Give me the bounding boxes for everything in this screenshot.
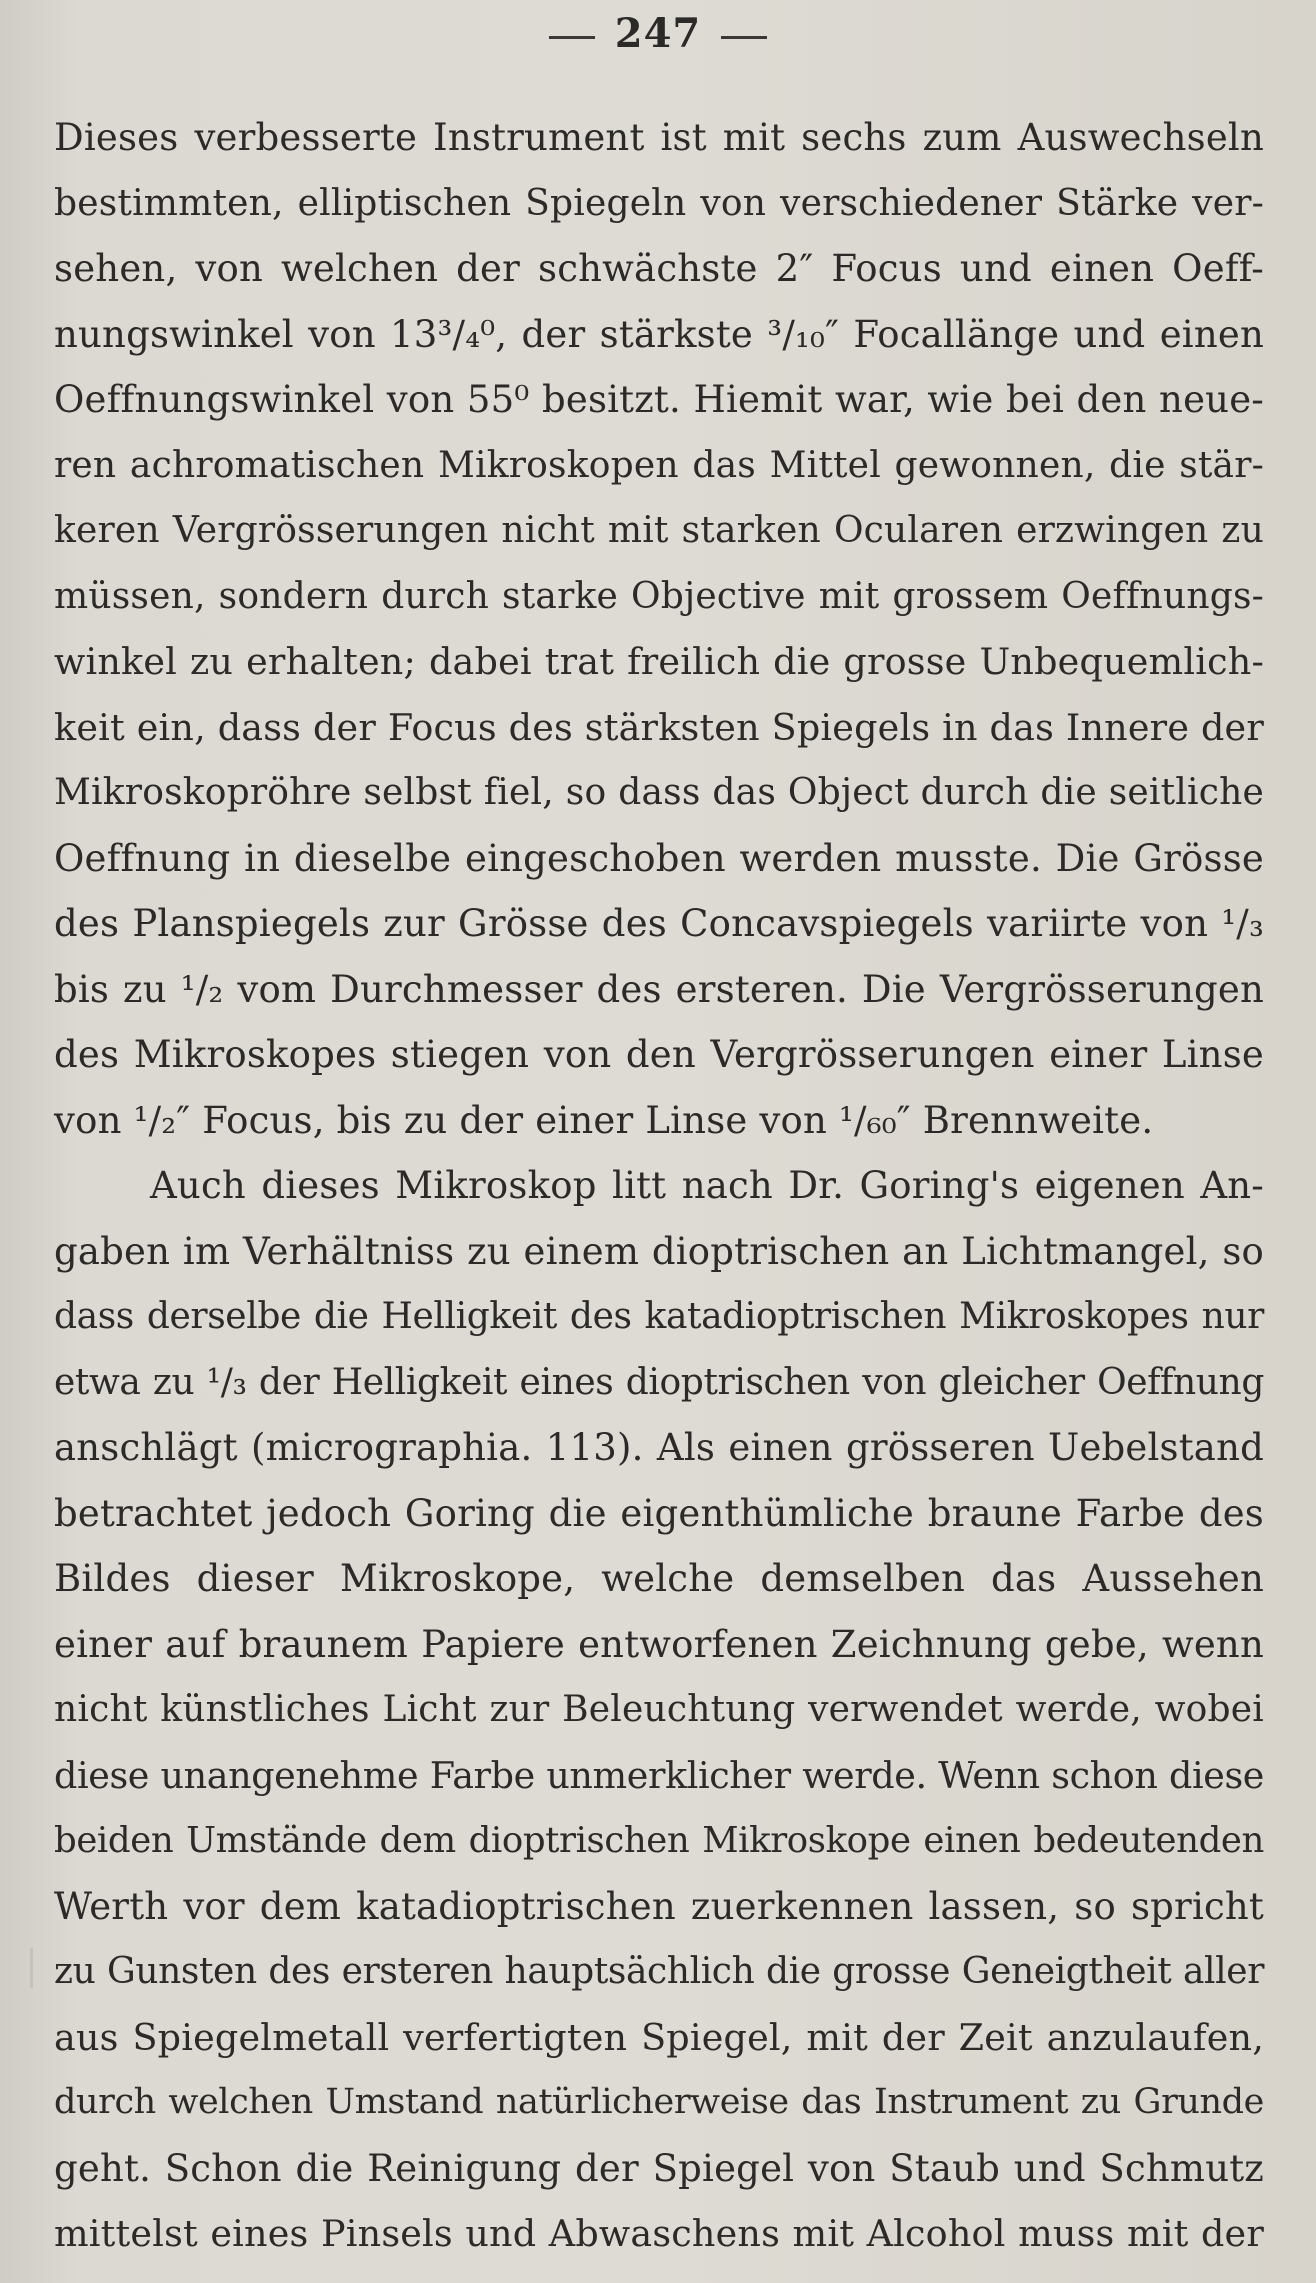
text-line: keren Vergrösserungen nicht mit starken Ocularen erzwingen zu: [54, 510, 1264, 551]
text-line: nicht künstliches Licht zur Beleuchtung verwendet werde, wobei: [54, 1689, 1264, 1730]
text-line: beiden Umstände dem dioptrischen Mikroskope einen bedeutenden: [54, 1820, 1264, 1861]
text-line: betrachtet jedoch Goring die eigenthümliche braune Farbe des: [54, 1491, 1264, 1535]
right-dash-ornament: [721, 36, 767, 39]
body-text: [54, 105, 1264, 2267]
text-line: nungswinkel von 13³/₄⁰, der stärkste ³/₁₀″ Focallänge und einen: [54, 312, 1264, 356]
text-line: Mikroskopröhre selbst fiel, so dass das Object durch die seitliche: [54, 772, 1264, 813]
text-line: bis zu ¹/₂ vom Durchmesser des ersteren. Die Vergrösserungen: [54, 967, 1264, 1011]
text-line: von ¹/₂″ Focus, bis zu der einer Linse von ¹/₆₀″ Brennweite.: [54, 1098, 1154, 1142]
text-line: durch welchen Umstand natürlicherweise das Instrument zu Grunde: [54, 2082, 1264, 2122]
left-dash-ornament: [549, 36, 595, 39]
text-line: aus Spiegelmetall verfertigten Spiegel, mit der Zeit anzulaufen,: [54, 2015, 1264, 2059]
text-line: Oeffnung in dieselbe eingeschoben werden musste. Die Grösse: [54, 836, 1264, 880]
text-line: Bildes dieser Mikroskope, welche demselben das Aussehen: [54, 1557, 1264, 1600]
page-header: [0, 10, 1316, 57]
text-line: diese unangenehme Farbe unmerklicher werde. Wenn schon diese: [54, 1753, 1264, 1797]
text-line: des Mikroskopes stiegen von den Vergrösserungen einer Linse: [54, 1033, 1264, 1076]
text-line: etwa zu ¹/₃ der Helligkeit eines dioptrischen von gleicher Oeffnung: [54, 1361, 1264, 1403]
text-line: gaben im Verhältniss zu einem dioptrischen an Lichtmangel, so: [54, 1229, 1264, 1273]
text-line: geht. Schon die Reinigung der Spiegel von Staub und Schmutz: [54, 2146, 1264, 2190]
paper-mark: [30, 1948, 33, 1988]
text-line: zu Gunsten des ersteren hauptsächlich die grosse Geneigtheit aller: [54, 1951, 1264, 1992]
page-number: 247: [614, 10, 702, 57]
text-line: Werth vor dem katadioptrischen zuerkennen lassen, so spricht: [54, 1884, 1264, 1928]
text-line: mittelst eines Pinsels und Abwaschens mit Alcohol muss mit der: [54, 2212, 1264, 2255]
text-line: einer auf braunem Papiere entworfenen Zeichnung gebe, wenn: [54, 1622, 1264, 1666]
text-line: des Planspiegels zur Grösse des Concavspiegels variirte von ¹/₃: [54, 902, 1264, 945]
text-line: Oeffnungswinkel von 55⁰ besitzt. Hiemit war, wie bei den neue-: [54, 378, 1264, 421]
text-line: anschlägt (micrographia. 113). Als einen grösseren Uebelstand: [54, 1426, 1264, 1469]
text-line: winkel zu erhalten; dabei trat freilich die grosse Unbequemlich-: [54, 640, 1264, 683]
text-line: Dieses verbesserte Instrument ist mit sechs zum Auswechseln: [54, 116, 1264, 159]
text-line: Auch dieses Mikroskop litt nach Dr. Goring's eigenen An-: [150, 1164, 1264, 1207]
text-line: sehen, von welchen der schwächste 2″ Focus und einen Oeff-: [54, 247, 1264, 290]
text-line: müssen, sondern durch starke Objective mit grossem Oeffnungs-: [54, 575, 1264, 617]
text-line: ren achromatischen Mikroskopen das Mittel gewonnen, die stär-: [54, 444, 1264, 486]
text-line: keit ein, dass der Focus des stärksten Spiegels in das Innere der: [54, 705, 1264, 749]
text-line: dass derselbe die Helligkeit des katadioptrischen Mikroskopes nur: [54, 1296, 1264, 1337]
text-line: bestimmten, elliptischen Spiegeln von verschiedener Stärke ver-: [54, 182, 1264, 224]
